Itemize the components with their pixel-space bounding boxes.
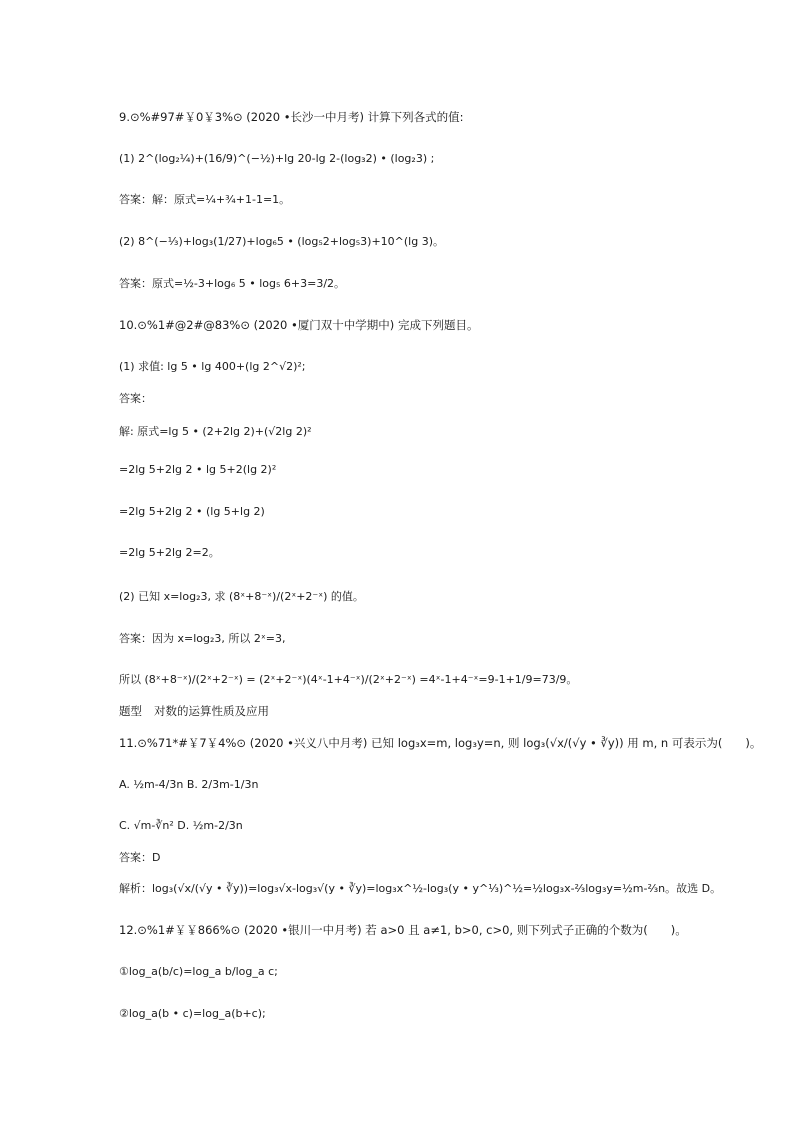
q12-item2: ②log_a(b • c)=log_a(b+c); <box>119 1007 266 1020</box>
q9-part1: (1) 2^(log₂¼)+(16/9)^(−½)+lg 20-lg 2-(log₃2) • (log₂3) ; <box>119 152 435 165</box>
q10-part1: (1) 求值: lg 5 • lg 400+(lg 2^√2)²; <box>119 360 306 373</box>
q10-answer-label: 答案： <box>119 392 152 405</box>
q10-solution-line2: =2lg 5+2lg 2 • lg 5+2(lg 2)² <box>119 463 277 476</box>
section-heading <box>119 704 269 718</box>
q10-part2: (2) 已知 x=log₂3, 求 (8ˣ+8⁻ˣ)/(2ˣ+2⁻ˣ) 的值。 <box>119 590 364 603</box>
q11-options-cd: C. √m-∛n² D. ½m-2/3n <box>119 819 243 832</box>
section-title: 对数的运算性质及应用 <box>154 704 269 718</box>
q9-answer2: 答案：原式=½-3+log₆ 5 • log₅ 6+3=3/2。 <box>119 277 346 290</box>
q10-solution-line3: =2lg 5+2lg 2 • (lg 5+lg 2) <box>119 505 265 518</box>
q12-item1: ①log_a(b/c)=log_a b/log_a c; <box>119 965 278 978</box>
q10-answer2: 答案：因为 x=log₂3, 所以 2ˣ=3, <box>119 632 286 645</box>
section-label: 题型 <box>119 704 142 718</box>
q10-header: 10.⊙%1#@2#@83%⊙ (2020 •厦门双十中学期中) 完成下列题目。 <box>119 318 479 332</box>
q10-solution-line1: 解: 原式=lg 5 • (2+2lg 2)+(√2lg 2)² <box>119 425 312 438</box>
q9-header: 9.⊙%#97#￥0￥3%⊙ (2020 •长沙一中月考) 计算下列各式的值: <box>119 110 464 124</box>
q10-solution-line4: =2lg 5+2lg 2=2。 <box>119 546 220 559</box>
q11-analysis: 解析：log₃(√x/(√y • ∛y))=log₃√x-log₃√(y • ∛y)=log₃x^½-log₃(y • y^⅓)^½=½log₃x-⅔log₃y=½m-⅔n。故选 D。 <box>119 882 722 895</box>
q9-answer1: 答案：解：原式=¼+¾+1-1=1。 <box>119 193 291 206</box>
q9-part2: (2) 8^(−⅓)+log₃(1/27)+log₆5 • (log₅2+log₅3)+10^(lg 3)。 <box>119 235 445 248</box>
q12-header: 12.⊙%1#￥￥866%⊙ (2020 •银川一中月考) 若 a>0 且 a≠1, b>0, c>0, 则下列式子正确的个数为( )。 <box>119 923 687 937</box>
q10-answer2-derivation: 所以 (8ˣ+8⁻ˣ)/(2ˣ+2⁻ˣ) = (2ˣ+2⁻ˣ)(4ˣ-1+4⁻ˣ)/(2ˣ+2⁻ˣ) =4ˣ-1+4⁻ˣ=9-1+1/9=73/9。 <box>119 673 578 686</box>
q11-answer: 答案：D <box>119 851 161 864</box>
q11-header: 11.⊙%71*#￥7￥4%⊙ (2020 •兴义八中月考) 已知 log₃x=m, log₃y=n, 则 log₃(√x/(√y • ∛y)) 用 m, n 可表示为( )。 <box>119 736 762 750</box>
q11-options-ab: A. ½m-4/3n B. 2/3m-1/3n <box>119 778 259 791</box>
